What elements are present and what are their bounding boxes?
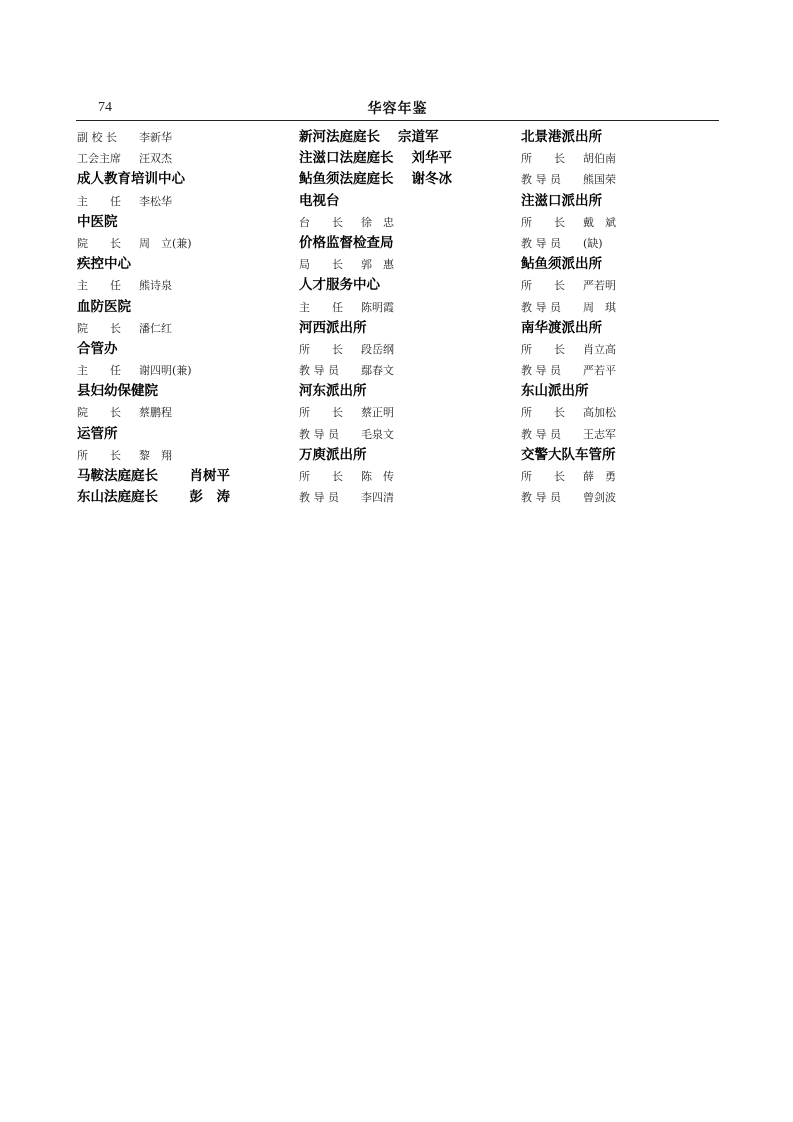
- unit-heading: [77, 297, 277, 318]
- unit-name: 新河法庭庭长: [299, 129, 380, 145]
- unit-name: 价格监督检查局: [299, 234, 394, 251]
- unit-name: 注滋口法庭庭长: [299, 150, 394, 167]
- position-title: 所 长: [77, 448, 121, 462]
- position-title: 教 导 员: [521, 491, 561, 505]
- unit-name: 县妇幼保健院: [77, 383, 158, 400]
- unit-name: 运管所: [77, 425, 118, 442]
- position-title: 院 长: [77, 406, 121, 420]
- official-name: 毛泉文: [361, 427, 394, 441]
- unit-heading: [299, 275, 499, 296]
- unit-name: 北景港派出所: [521, 129, 602, 145]
- official-name: 蔡正明: [361, 406, 394, 420]
- position-row: [521, 487, 721, 508]
- unit-heading: [77, 339, 277, 360]
- unit-heading: [299, 318, 499, 339]
- unit-heading: [299, 233, 499, 254]
- unit-heading: [299, 169, 499, 190]
- unit-heading: [77, 466, 277, 487]
- page-number: 74: [98, 100, 112, 115]
- unit-heading: [299, 381, 499, 402]
- unit-name: 合管办: [77, 340, 118, 357]
- position-row: [299, 297, 499, 318]
- position-row: [77, 233, 277, 254]
- position-row: [521, 148, 721, 169]
- position-title: 所 长: [521, 279, 565, 293]
- unit-name: 东山法庭庭长: [77, 489, 158, 506]
- position-title: 教 导 员: [521, 236, 561, 250]
- official-name: 李新华: [139, 131, 172, 144]
- position-title: 主 任: [77, 194, 121, 208]
- position-title: 所 长: [521, 342, 565, 356]
- position-title: 主 任: [77, 279, 121, 293]
- position-row: [77, 318, 277, 339]
- position-title: 院 长: [77, 321, 121, 335]
- official-name: 蔡鹏程: [139, 406, 172, 420]
- unit-heading: [521, 127, 721, 148]
- unit-name: 血防医院: [77, 298, 131, 315]
- position-title: 所 长: [521, 470, 565, 483]
- position-title: 工会主席: [77, 152, 121, 166]
- unit-name: 电视台: [299, 192, 340, 209]
- position-row: [521, 402, 721, 423]
- unit-heading: [77, 487, 277, 508]
- unit-heading: [77, 424, 277, 445]
- position-title: 所 长: [299, 406, 343, 420]
- official-name: 汪双杰: [139, 152, 172, 166]
- directory-column-2: [299, 127, 499, 508]
- position-row: [521, 424, 721, 445]
- official-name: 黎 翔: [139, 448, 172, 462]
- official-name: 刘华平: [411, 150, 452, 167]
- unit-heading: [521, 381, 721, 402]
- position-title: 教 导 员: [521, 427, 561, 441]
- position-title: 教 导 员: [521, 300, 561, 314]
- unit-name: 东山派出所: [521, 383, 589, 400]
- unit-name: 河东派出所: [299, 383, 367, 400]
- unit-heading: [77, 254, 277, 275]
- official-name: 宗道军: [398, 129, 439, 145]
- official-name: 曾剑波: [583, 491, 616, 505]
- official-name: 熊国荣: [583, 173, 616, 187]
- official-name: 严若平: [583, 364, 616, 378]
- position-title: 局 长: [299, 258, 343, 272]
- position-row: [299, 424, 499, 445]
- unit-name: 中医院: [77, 213, 118, 230]
- official-name: 李松华: [139, 194, 172, 208]
- official-name: 戴 斌: [583, 215, 616, 229]
- official-name: 周 立(兼): [139, 236, 192, 250]
- unit-heading: [299, 148, 499, 169]
- position-row: [521, 339, 721, 360]
- unit-name: 万庾派出所: [299, 446, 367, 463]
- position-row: [77, 275, 277, 296]
- position-row: [77, 191, 277, 212]
- position-row: [521, 297, 721, 318]
- position-row: [521, 233, 721, 254]
- position-row: [299, 360, 499, 381]
- position-row: [521, 275, 721, 296]
- position-title: 所 长: [521, 406, 565, 420]
- official-name: 肖树平: [176, 468, 230, 484]
- position-row: [299, 254, 499, 275]
- unit-heading: [521, 318, 721, 339]
- position-title: 所 长: [521, 152, 565, 166]
- position-row: [521, 466, 721, 487]
- unit-name: 人才服务中心: [299, 277, 380, 294]
- position-title: 教 导 员: [299, 427, 339, 441]
- official-name: 陈明霞: [361, 300, 394, 314]
- position-title: 教 导 员: [299, 364, 339, 378]
- official-name: (缺): [583, 236, 603, 250]
- unit-heading: [77, 212, 277, 233]
- position-row: [521, 360, 721, 381]
- official-name: 鄢春文: [361, 364, 394, 378]
- unit-heading: [299, 191, 499, 212]
- official-name: 肖立高: [583, 342, 616, 356]
- unit-name: 马鞍法庭庭长: [77, 468, 158, 484]
- official-name: 郭 惠: [361, 258, 394, 272]
- page-header: [76, 98, 719, 121]
- unit-heading: [77, 169, 277, 190]
- official-name: 彭 涛: [176, 489, 230, 506]
- unit-name: 南华渡派出所: [521, 319, 602, 336]
- unit-heading: [521, 254, 721, 275]
- position-row: [77, 445, 277, 466]
- position-row: [77, 402, 277, 423]
- official-name: 谢冬冰: [411, 171, 452, 188]
- official-name: 段岳纲: [361, 342, 394, 356]
- position-title: 所 长: [521, 215, 565, 229]
- official-name: 熊诗泉: [139, 279, 172, 293]
- position-row: [299, 487, 499, 508]
- book-title: 华容年鉴: [367, 101, 428, 117]
- official-name: 周 琪: [583, 300, 616, 314]
- position-title: 副 校 长: [77, 131, 117, 144]
- unit-heading: [299, 445, 499, 466]
- official-name: 徐 忠: [361, 215, 394, 229]
- position-row: [521, 169, 721, 190]
- position-title: 所 长: [299, 470, 343, 483]
- unit-heading: [299, 127, 499, 148]
- unit-name: 疾控中心: [77, 256, 131, 273]
- position-title: 教 导 员: [521, 173, 561, 187]
- unit-heading: [77, 381, 277, 402]
- official-name: 高加松: [583, 406, 616, 420]
- position-title: 院 长: [77, 236, 121, 250]
- official-name: 潘仁红: [139, 321, 172, 335]
- unit-name: 河西派出所: [299, 319, 367, 336]
- unit-heading: [521, 445, 721, 466]
- unit-name: 鲇鱼须派出所: [521, 256, 602, 273]
- position-title: 主 任: [77, 364, 121, 378]
- position-title: 所 长: [299, 342, 343, 356]
- unit-name: 交警大队车管所: [521, 446, 616, 463]
- position-row: [521, 212, 721, 233]
- unit-name: 成人教育培训中心: [77, 171, 185, 188]
- position-title: 台 长: [299, 215, 343, 229]
- official-name: 陈 传: [361, 470, 394, 483]
- official-name: 谢四明(兼): [139, 364, 192, 378]
- official-name: 薛 勇: [583, 470, 616, 483]
- position-title: 教 导 员: [299, 491, 339, 505]
- position-row: [299, 339, 499, 360]
- official-name: 胡伯南: [583, 152, 616, 166]
- position-title: 主 任: [299, 300, 343, 314]
- position-row: [299, 466, 499, 487]
- official-name: 李四清: [361, 491, 394, 505]
- official-name: 王志军: [583, 427, 616, 441]
- position-row: [77, 148, 277, 169]
- position-title: 教 导 员: [521, 364, 561, 378]
- unit-name: 注滋口派出所: [521, 192, 602, 209]
- unit-heading: [521, 191, 721, 212]
- directory-column-3: [521, 127, 721, 508]
- position-row: [77, 127, 277, 148]
- position-row: [299, 402, 499, 423]
- position-row: [299, 212, 499, 233]
- unit-name: 鲇鱼须法庭庭长: [299, 171, 394, 188]
- directory-column-1: [77, 127, 277, 508]
- position-row: [77, 360, 277, 381]
- official-name: 严若明: [583, 279, 616, 293]
